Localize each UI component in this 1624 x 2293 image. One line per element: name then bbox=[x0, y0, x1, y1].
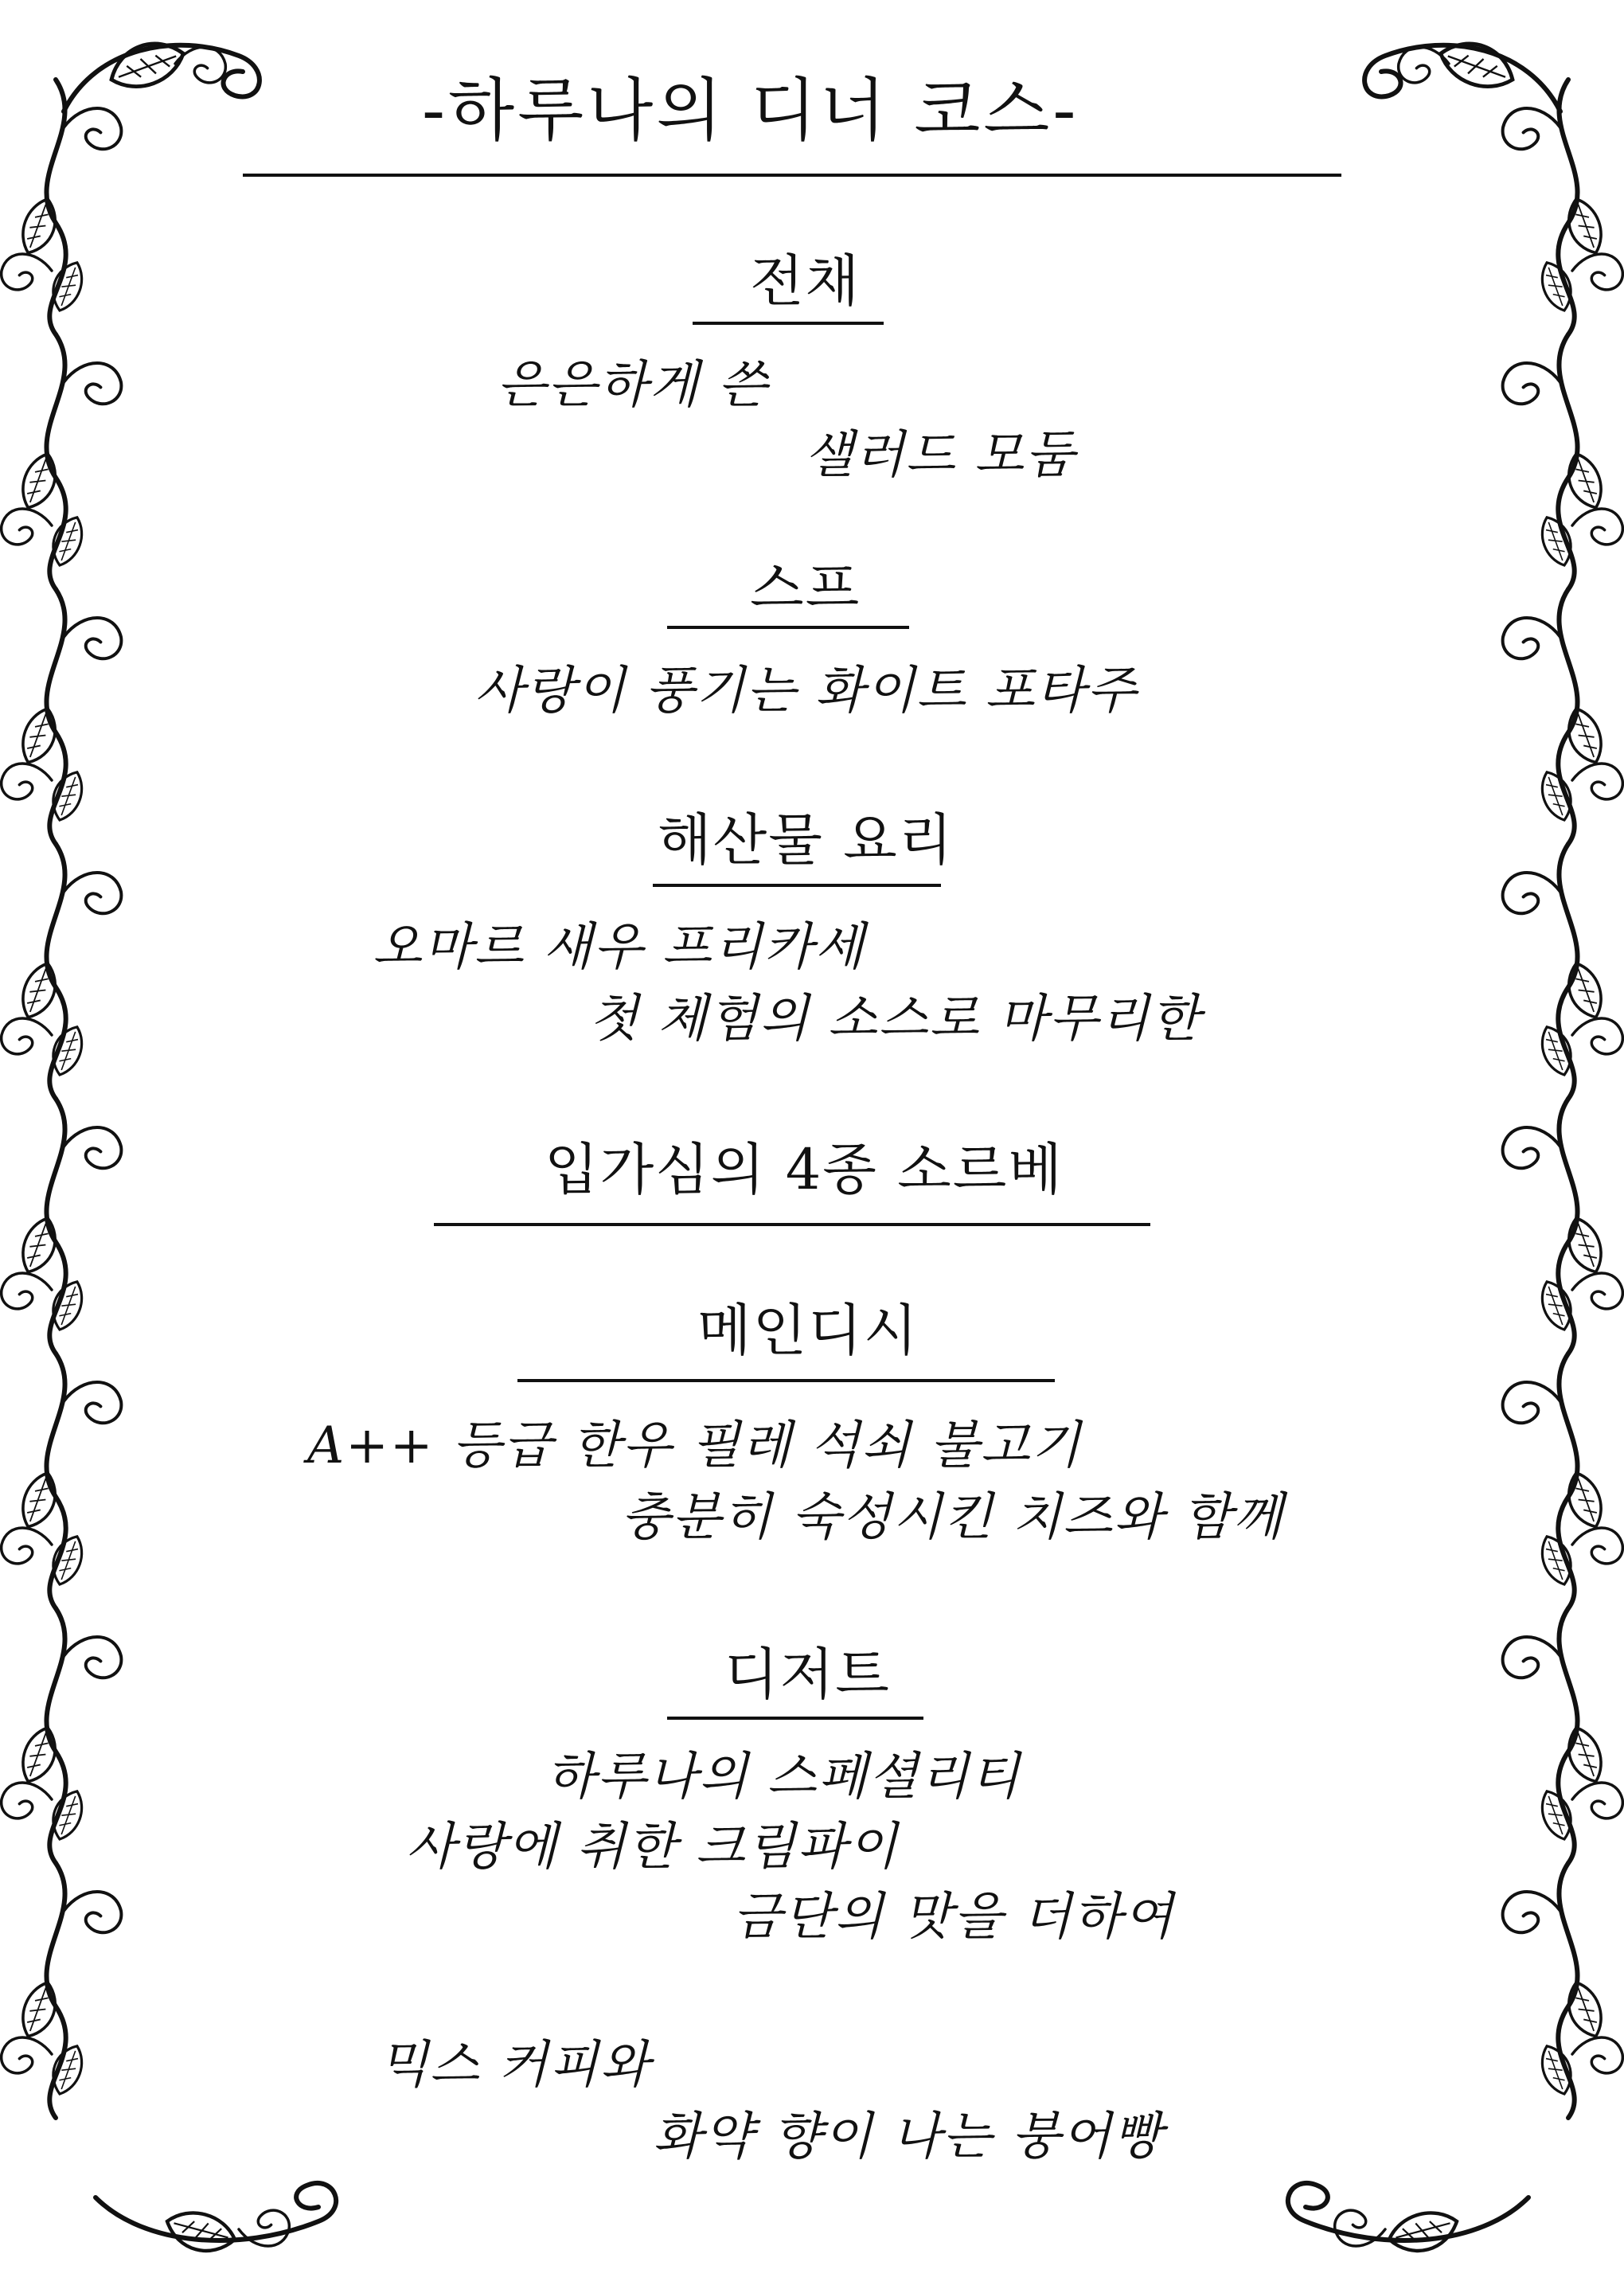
dessert-line-4: 믹스 커피와 bbox=[379, 2036, 651, 2095]
dessert-line-5: 화약 향이 나는 붕어빵 bbox=[653, 2107, 1164, 2166]
seafood-line-1: 오마르 새우 프리카세 bbox=[373, 918, 866, 977]
appetizer-line-1: 은은하게 쓴 bbox=[497, 356, 769, 415]
dessert-line-3: 금단의 맛을 더하여 bbox=[732, 1888, 1175, 1947]
dessert-line-2: 사랑에 취한 크림파이 bbox=[406, 1818, 900, 1877]
section-heading-sorbet: 입가심의 4종 소르베 bbox=[545, 1137, 1064, 1202]
appetizer-line-2: 샐러드 모둠 bbox=[804, 426, 1076, 485]
section-heading-dessert: 디저트 bbox=[724, 1642, 891, 1707]
main-rule bbox=[517, 1379, 1055, 1382]
menu-title: -하루나의 디너 코스- bbox=[422, 71, 1079, 150]
dessert-line-1: 하루나의 스페셜리티 bbox=[546, 1748, 1021, 1807]
soup-rule bbox=[667, 626, 909, 629]
main-line-2: 충분히 숙성시킨 치즈와 함께 bbox=[621, 1488, 1284, 1547]
section-heading-seafood: 해산물 요리 bbox=[658, 807, 954, 873]
soup-line-1: 사랑이 풍기는 화이트 포타주 bbox=[474, 662, 1138, 721]
appetizer-rule bbox=[693, 322, 884, 325]
sorbet-rule bbox=[434, 1223, 1150, 1226]
seafood-rule bbox=[653, 884, 941, 887]
title-rule bbox=[243, 174, 1341, 177]
section-heading-main: 메인디시 bbox=[697, 1298, 919, 1363]
seafood-line-2: 첫 체험의 소스로 마무리한 bbox=[589, 990, 1202, 1049]
section-heading-soup: 스프 bbox=[750, 556, 861, 621]
section-heading-appetizer: 전채 bbox=[750, 248, 861, 314]
dessert-rule bbox=[667, 1717, 923, 1720]
main-line-1: A++ 등급 한우 필레 석쇠 불고기 bbox=[307, 1416, 1083, 1475]
